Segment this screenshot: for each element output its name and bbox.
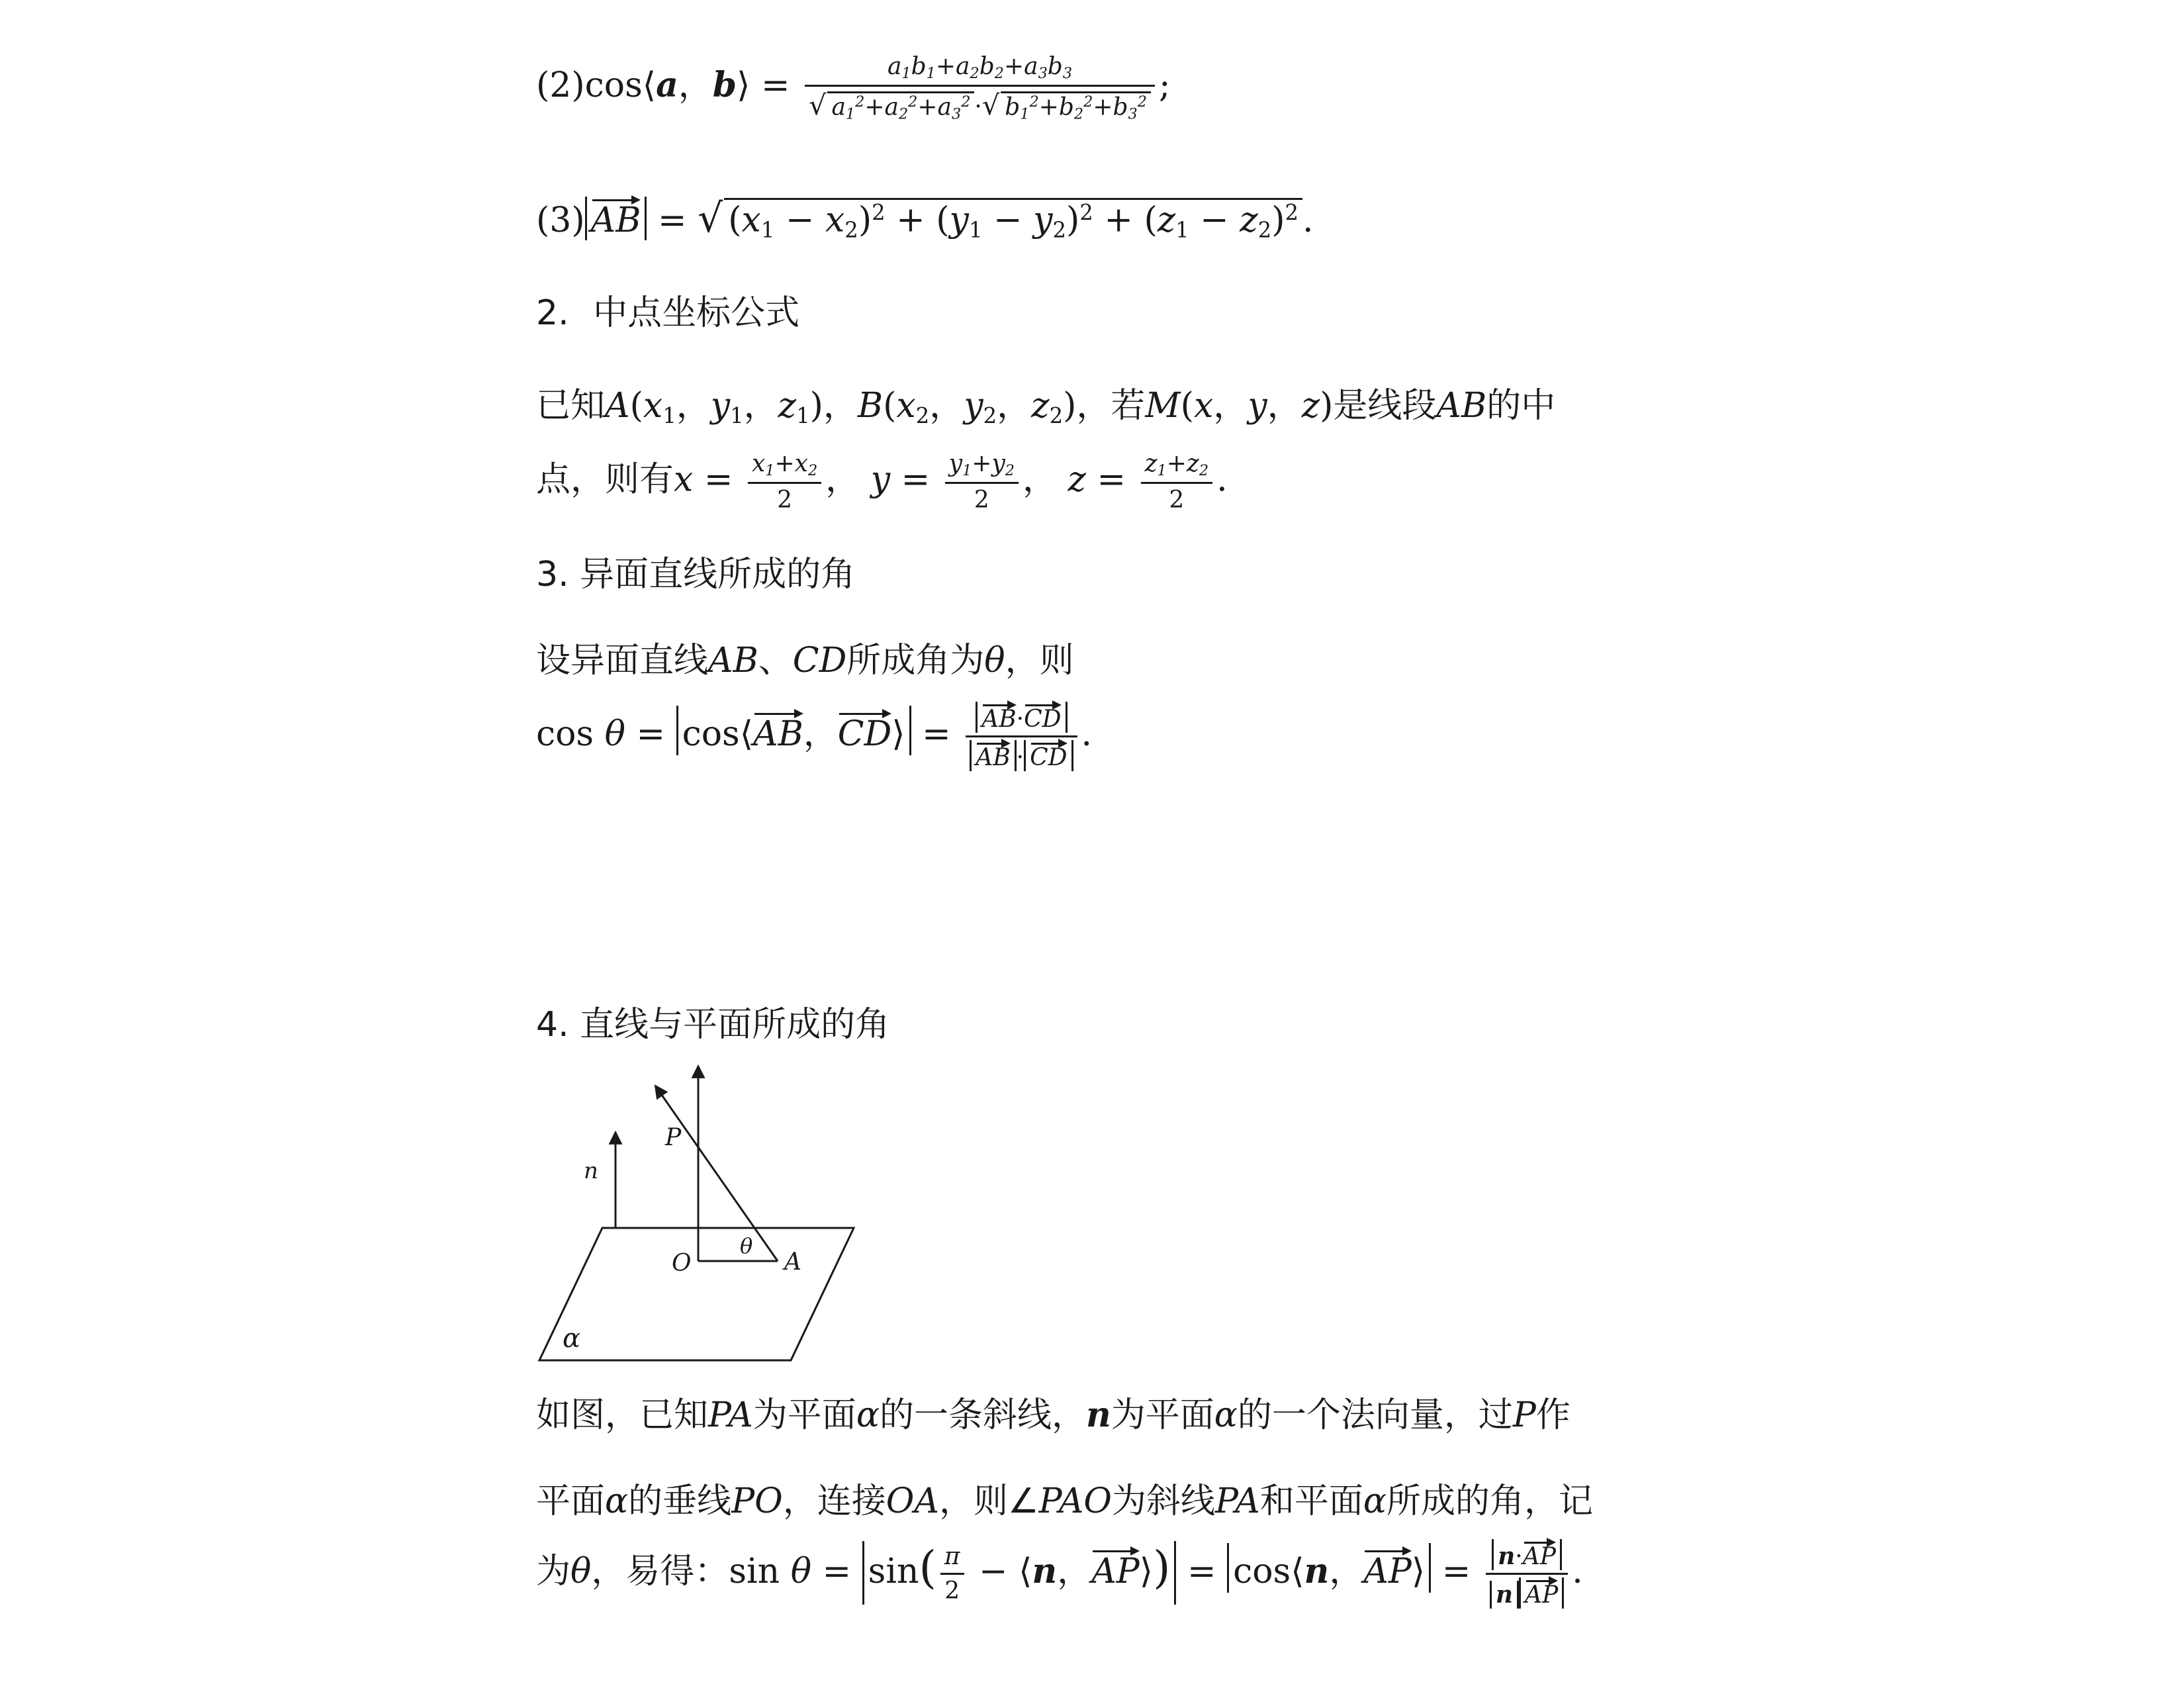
section-4-text-line1: 如图，已知PA为平面α的一条斜线，n为平面α的一个法向量，过P作 bbox=[536, 1395, 1570, 1435]
label-n: n bbox=[584, 1158, 598, 1184]
label-theta: θ bbox=[740, 1233, 753, 1258]
label-alpha: α bbox=[563, 1323, 581, 1354]
midpoint-formula: 点，则有x = $\frac{x_1+x_2}{2}$ ， y = $\frac{y_1+y_2}{2}$ ， z = $\frac{z_1+z_2}{2}$ . bbox=[536, 450, 1228, 514]
formula-cos-angle: (2)cos⟨a，b⟩ = $\frac{a_1b_1+a_2b_2+a_3b_3}{√ a_1^2+a_2^2+a_3^2 \cdot√ b_1^2+b_2^2+b_3^2}$ ; bbox=[536, 53, 1171, 123]
label-A: A bbox=[784, 1248, 801, 1276]
label-P: P bbox=[665, 1124, 682, 1151]
skew-lines-text: 设异面直线AB、CD所成角为θ，则 bbox=[536, 641, 1074, 680]
section-3-heading: 3. 异面直线所成的角 bbox=[536, 555, 856, 594]
section-4-formula: 为θ，易得：sin θ = sin( $\frac{\pi}{2}$ − ⟨n，AP⟩) = cos⟨n，AP⟩ = $\frac{n\cdot AP}{\text{n AP}}$ . bbox=[536, 1539, 1583, 1609]
section-2-title: 中点坐标公式 bbox=[593, 293, 800, 333]
skew-lines-formula: cos θ = cos⟨AB，CD⟩ = $\frac{AB\cdot CD}{AB \cdot CD}$ . bbox=[536, 702, 1092, 771]
section-4-text-line2: 平面α的垂线PO，连接OA，则∠PAO为斜线PA和平面α所成的角，记 bbox=[536, 1481, 1593, 1521]
formula-distance: (3) AB = √ $(x_1 - x_2)^2 + (y_1 - y_2)^2 + (z_1 - z_2)^2$ . bbox=[536, 195, 1314, 244]
section-2-heading bbox=[536, 285, 799, 334]
plane-alpha bbox=[539, 1228, 854, 1360]
oblique-line bbox=[655, 1086, 778, 1261]
label-O: O bbox=[672, 1250, 692, 1277]
section-4-heading: 4. 直线与平面所成的角 bbox=[536, 1005, 890, 1045]
line-plane-angle-figure bbox=[529, 1053, 874, 1377]
midpoint-text-line1: 已知$A(x_1$，$y_1$，$z_1$)，$B(x_2$，$y_2$，$z_2$)，若M(x，y，z)是线段AB的中 bbox=[536, 386, 1556, 429]
section-2-number: 2. bbox=[536, 293, 569, 333]
